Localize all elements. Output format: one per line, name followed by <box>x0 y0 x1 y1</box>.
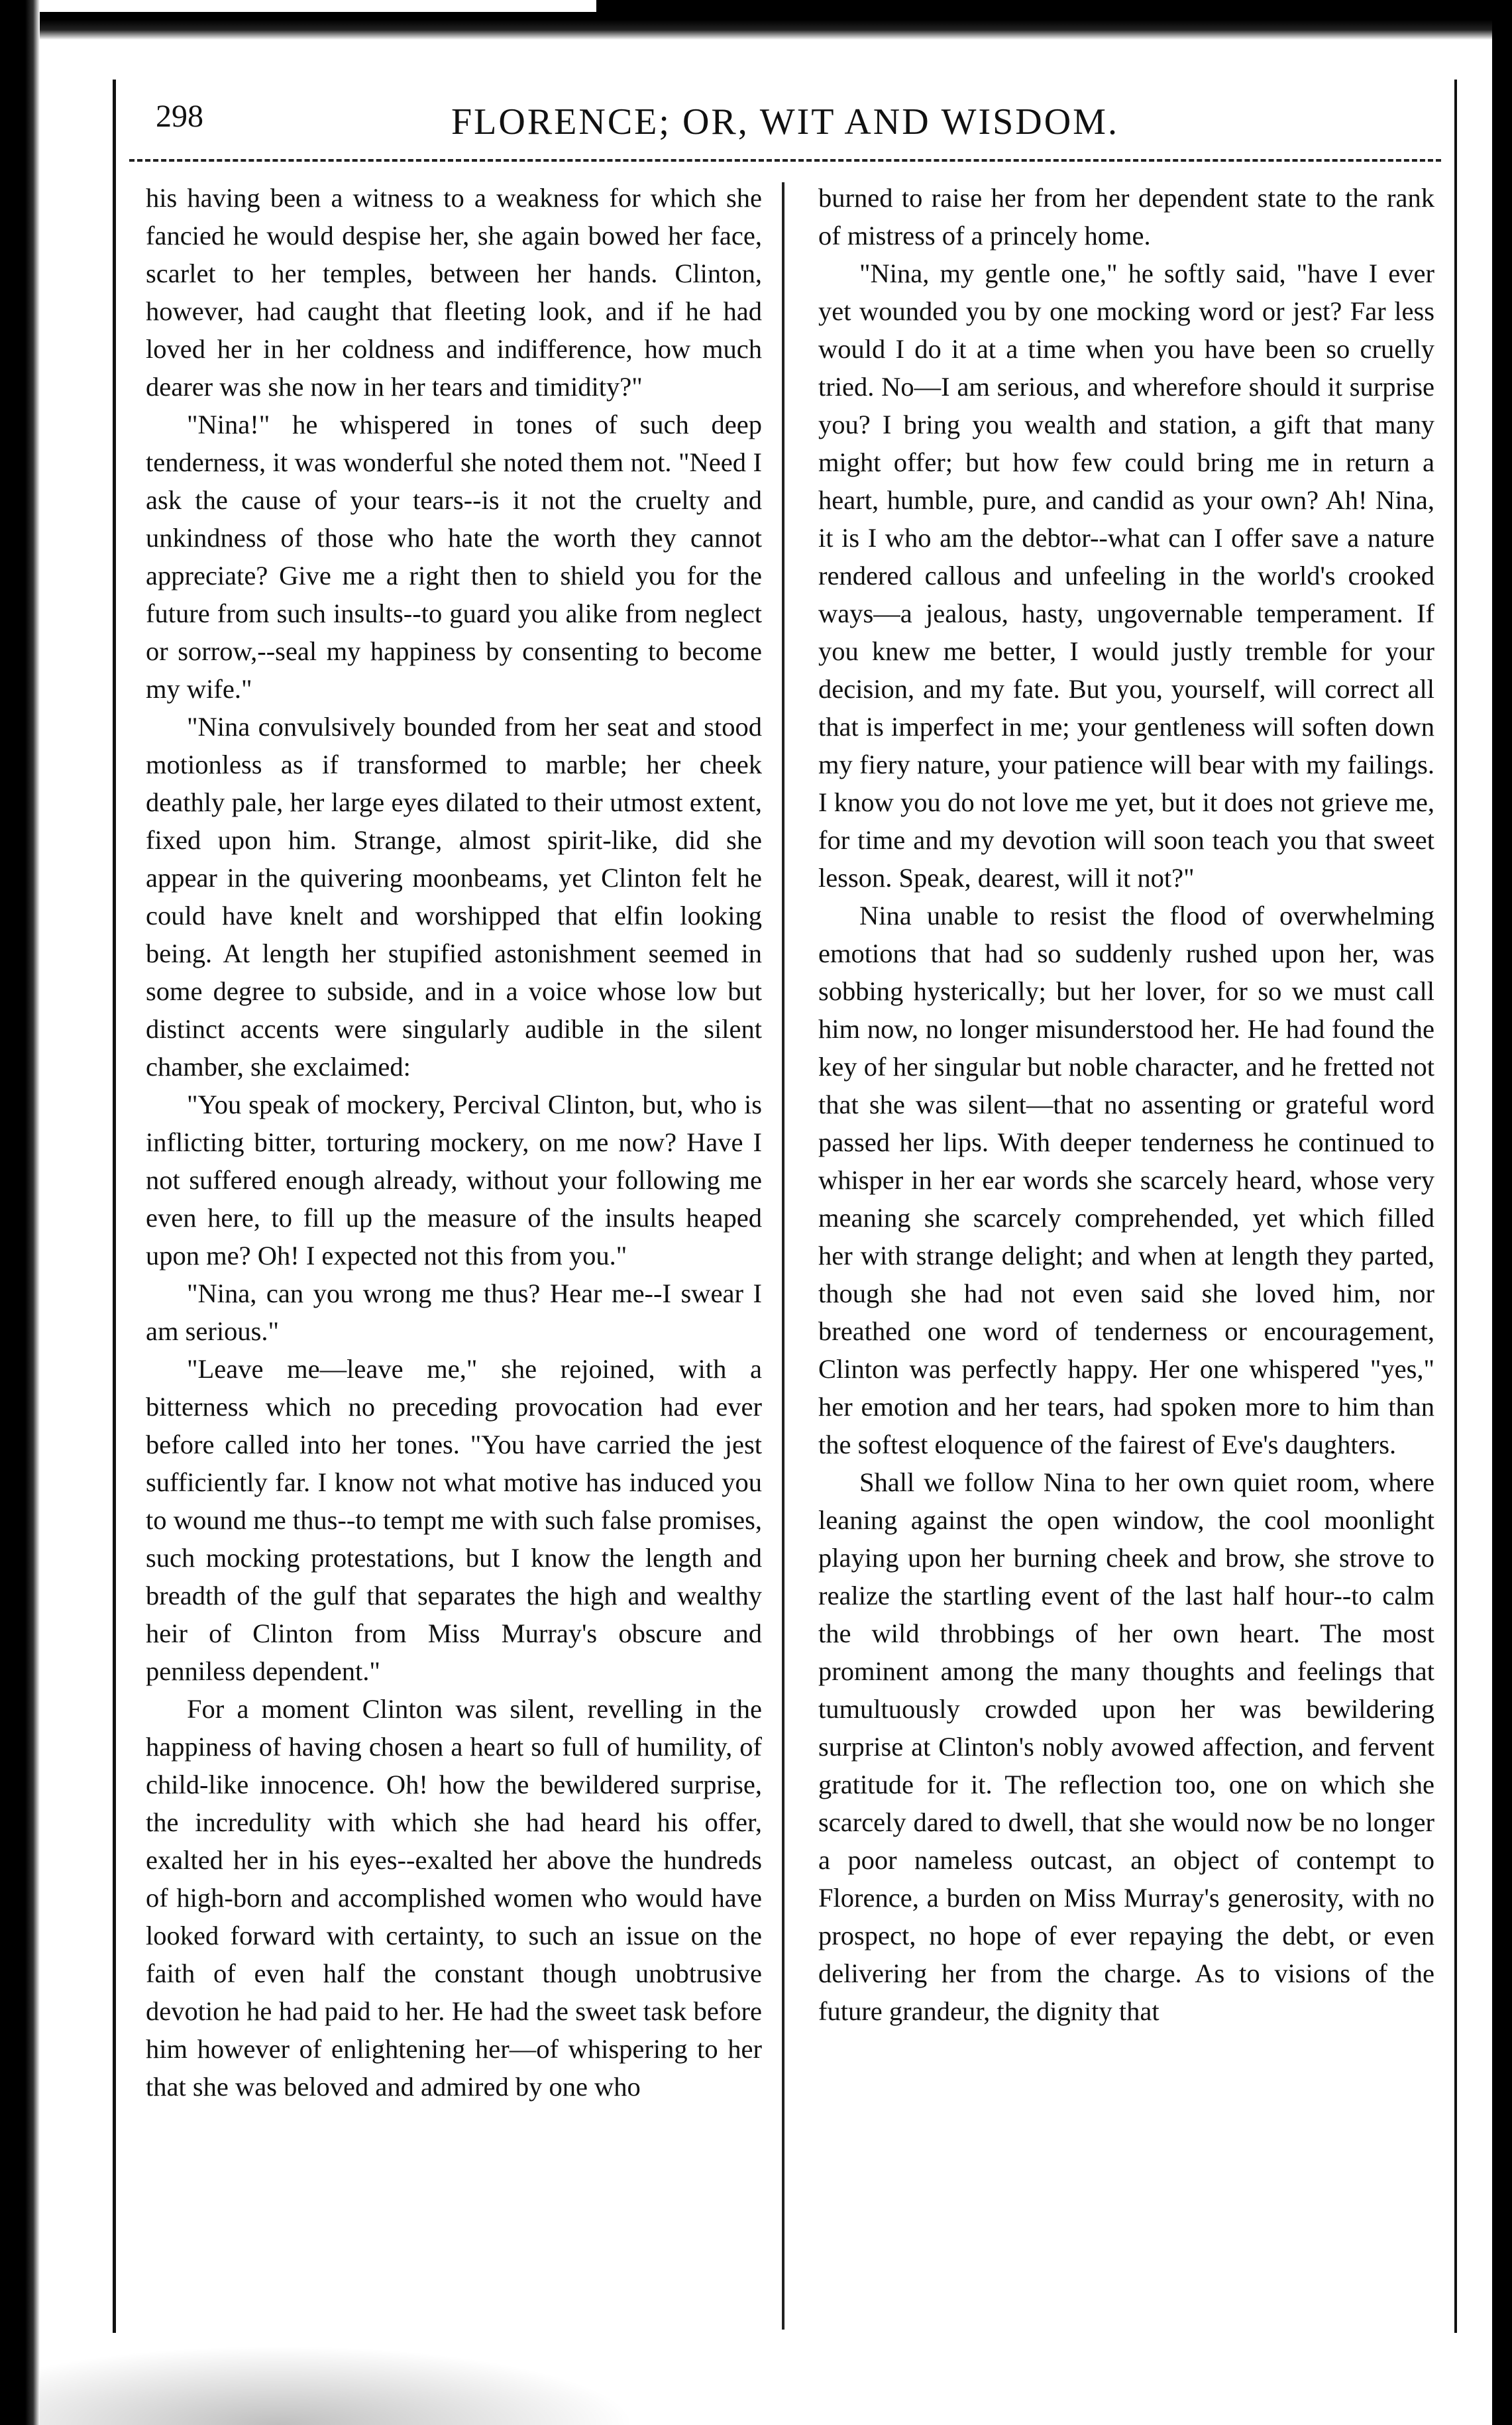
paragraph: "You speak of mockery, Percival Clinton, but, who is inflicting bitter, torturing mockery, on me now? Have I not suffered enough already, without your following me even here, to fill up the measure of the insults heaped upon me? Oh! I expected not this from you." <box>146 1090 762 1270</box>
running-title: FLORENCE; OR, WIT AND WISDOM. <box>451 101 1119 142</box>
paragraph: "Leave me—leave me," she rejoined, with a bitterness which no preceding provocation had ever before called into her tones. "You have carried the jest sufficiently far. I know not what motive has induced you to wound me thus--to tempt me with such false promises, such mocking protestations, but I know the length and breadth of the gulf that separates the high and wealthy heir of Clinton from Miss Murray's obscure and penniless dependent." <box>146 1354 762 1686</box>
paragraph: Nina unable to resist the flood of overwhelming emotions that had so suddenly rushed upon her, was sobbing hysterically; but her lover, for so we must call him now, no longer misunderstood her. He had found the key of her singular but noble character, and he fretted not that she was silent—that no assenting or grateful word passed her lips. With deeper tenderness he continued to whisper in her ear words she scarcely heard, whose very meaning she scarcely comprehended, yet which filled her with strange delight; and when at length they parted, though she had not even said she loved him, nor breathed one word of tenderness or encouragement, Clinton was perfectly happy. Her one whispered "yes," her emotion and her tears, had spoken more to him than the softest eloquence of the fairest of Eve's daughters. <box>818 901 1434 1459</box>
left-column <box>146 179 762 2106</box>
paragraph: Shall we follow Nina to her own quiet room, where leaning against the open window, the cool moonlight playing upon her burning cheek and brow, she strove to realize the startling event of the last half hour--to calm the wild throbbings of her own heart. The most prominent among the many thoughts and feelings that tumultuously crowded upon her was bewildering surprise at Clinton's nobly avowed affection, and fervent gratitude for it. The reflection too, one on which she scarcely dared to dwell, that she would now be no longer a poor nameless outcast, an object of contempt to Florence, a burden on Miss Murray's generosity, with no prospect, no hope of ever repaying the debt, or even delivering her from the charge. As to visions of the future grandeur, the dignity that <box>818 1467 1434 2026</box>
paragraph: For a moment Clinton was silent, revelling in the happiness of having chosen a heart so full of humility, of child-like innocence. Oh! how the bewildered surprise, the incredulity with which she had heard his offer, exalted her in his eyes--exalted her above the hundreds of high-born and accomplished women who would have looked forward with certainty, to such an issue on the faith of even half the constant though unobtrusive devotion he had paid to her. He had the sweet task before him however of enlightening her—of whispering to her that she was beloved and admired by one who <box>146 1694 762 2102</box>
page-number: 298 <box>156 99 203 134</box>
book-page <box>113 80 1457 2333</box>
paragraph: "Nina, my gentle one," he softly said, "have I ever yet wounded you by one mocking word or jest? Far less would I do it at a time when you have been so cruelly tried. No—I am serious, and wherefore should it surprise you? I bring you wealth and station, a gift that many might offer; but how few could bring me in return a heart, humble, pure, and candid as your own? Ah! Nina, it is I who am the debtor--what can I offer save a nature rendered callous and unfeeling in the world's crooked ways—a jealous, hasty, ungovernable temperament. If you knew me better, I would justly tremble for your decision, and my fate. But you, yourself, will correct all that is imperfect in me; your gentleness will soften down my fiery nature, your patience will bear with my failings. I know you do not love me yet, but it does not grieve me, for time and my devotion will soon teach you that sweet lesson. Speak, dearest, will it not?" <box>818 258 1434 893</box>
paragraph: "Nina, can you wrong me thus? Hear me--I swear I am serious." <box>146 1278 762 1346</box>
page-header <box>129 86 1441 162</box>
scan-edge-left <box>0 0 40 2425</box>
paragraph: burned to raise her from her dependent state to the rank of mistress of a princely home. <box>818 183 1434 251</box>
scan-edge-right <box>1492 0 1512 2425</box>
right-column <box>818 179 1434 2030</box>
column-divider <box>782 182 784 2330</box>
paragraph: "Nina!" he whispered in tones of such deep tenderness, it was wonderful she noted them not. "Need I ask the cause of your tears--is it not the cruelty and unkindness of those who hate the worth they cannot appreciate? Give me a right then to shield you for the future from such insults--to guard you alike from neglect or sorrow,--seal my happiness by consenting to become my wife." <box>146 410 762 704</box>
scan-smudge <box>40 2345 636 2425</box>
scan-edge-notch <box>0 0 596 12</box>
paragraph: "Nina convulsively bounded from her seat and stood motionless as if transformed to marble; her cheek deathly pale, her large eyes dilated to their utmost extent, fixed upon him. Strange, almost spirit-like, did she appear in the quivering moonbeams, yet Clinton felt he could have knelt and worshipped that elfin looking being. At length her stupified astonishment seemed in some degree to subside, and in a voice whose low but distinct accents were singularly audible in the silent chamber, she exclaimed: <box>146 712 762 1082</box>
paragraph: his having been a witness to a weakness for which she fancied he would despise her, she again bowed her face, scarlet to her temples, between her hands. Clinton, however, had caught that fleeting look, and if he had loved her in her coldness and indifference, how much dearer was she now in her tears and timidity?" <box>146 183 762 402</box>
